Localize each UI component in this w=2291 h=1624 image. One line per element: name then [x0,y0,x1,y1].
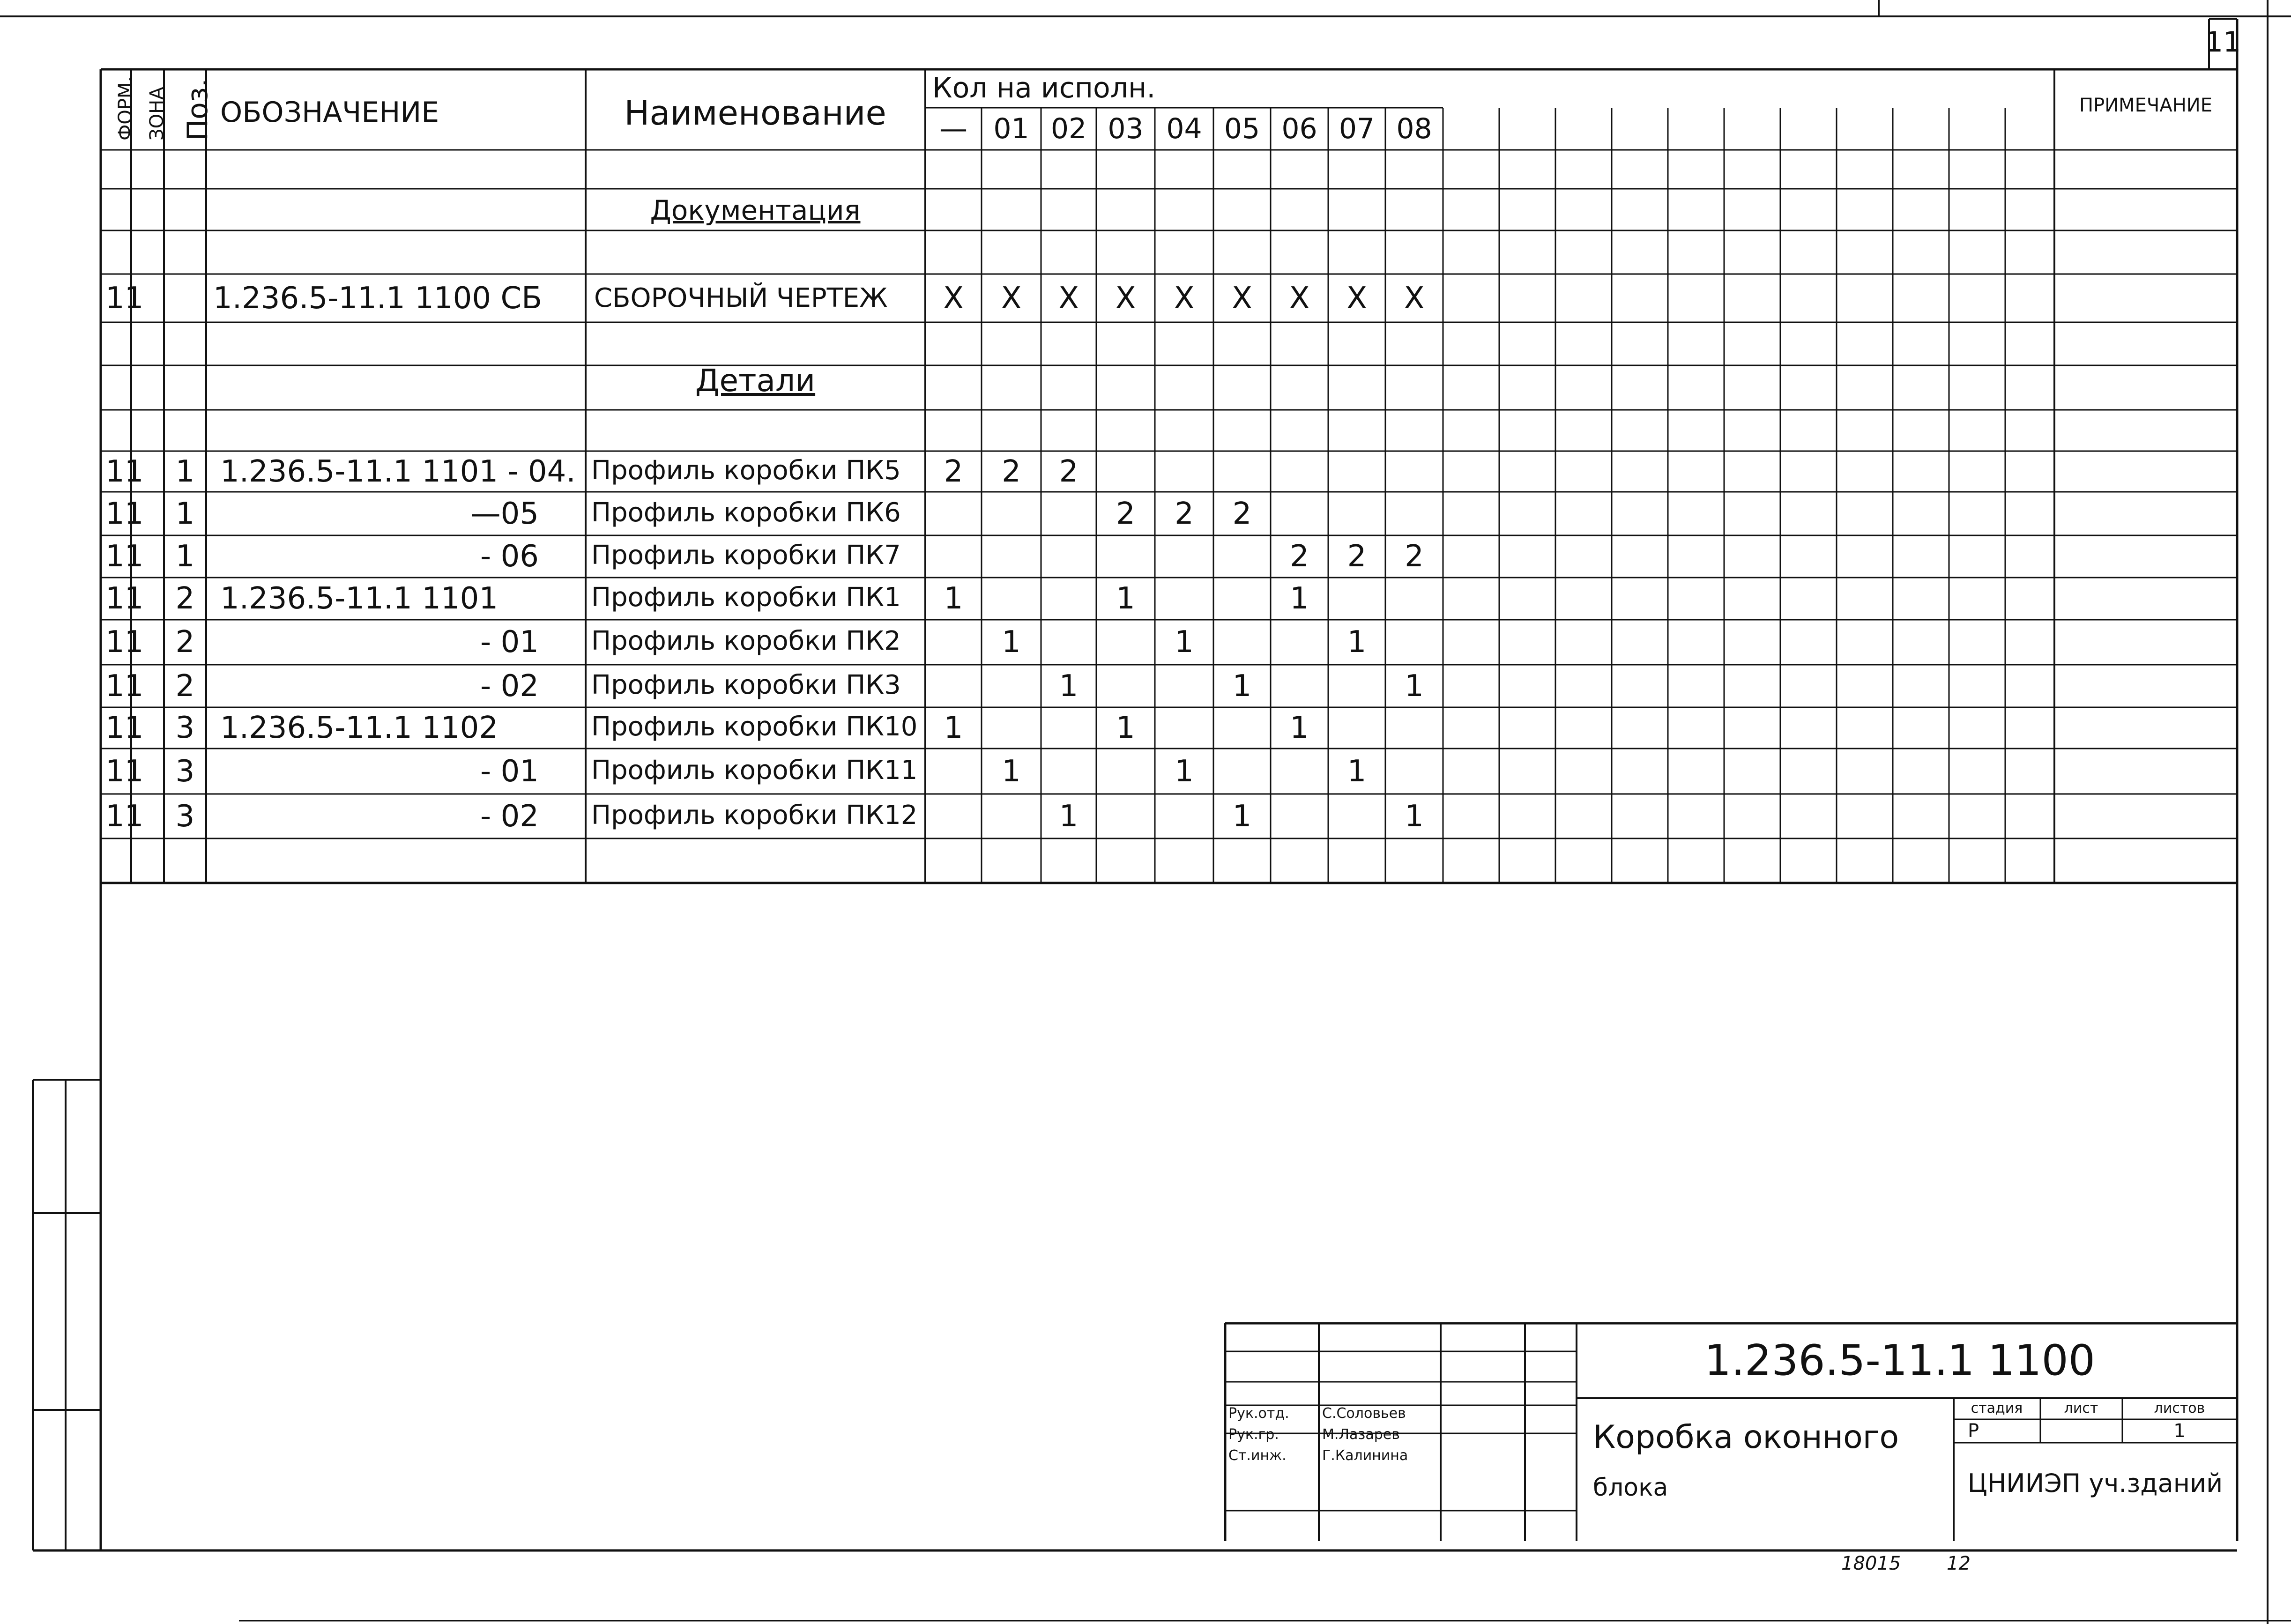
detail-row-designation: 1.236.5-11.1 1102 [220,711,498,745]
tb-stage-value: Р [1968,1420,1979,1442]
detail-row-designation: - 01 [480,754,539,789]
doc-row-name: СБОРОЧНЫЙ ЧЕРТЕЖ [594,283,888,313]
variant-header-1: 01 [993,112,1029,145]
tb-sheets-value: 1 [2173,1420,2186,1442]
section-details-title: Детали [695,363,816,399]
doc-row-mark-3: X [1115,281,1136,316]
section-documentation-title: Документация [650,194,861,226]
detail-row-pos: 2 [175,581,195,616]
detail-row-format: 11 [105,496,144,531]
doc-row-mark-5: X [1232,281,1252,316]
detail-row-designation: - 02 [480,799,539,834]
tb-title-line-2: блока [1593,1474,1668,1502]
doc-row-designation: 1.236.5-11.1 1100 СБ [213,281,543,316]
detail-row-name: Профиль коробки ПК6 [591,497,901,528]
col-name-label: Наименование [624,93,886,133]
detail-row-designation: —05 [470,496,539,531]
detail-row-name: Профиль коробки ПК1 [591,582,901,613]
detail-row-qty-7: 1 [1347,625,1367,660]
detail-row-name: Профиль коробки ПК11 [591,755,918,786]
detail-row-name: Профиль коробки ПК12 [591,800,918,831]
detail-row-designation: 1.236.5-11.1 1101 - 04. [220,454,576,489]
detail-row-qty-1: 2 [1002,454,1021,489]
detail-row-qty-4: 2 [1175,496,1194,531]
detail-row-pos: 2 [175,625,195,660]
detail-row-qty-6: 1 [1290,581,1309,616]
doc-row-mark-7: X [1346,281,1367,316]
detail-row-designation: 1.236.5-11.1 1101 [220,581,498,616]
detail-row-format: 11 [105,539,144,574]
tb-organization: ЦНИИЭП уч.зданий [1967,1468,2223,1498]
detail-row-qty-8: 1 [1405,668,1424,704]
detail-row-name: Профиль коробки ПК2 [591,626,901,656]
detail-row-pos: 1 [175,496,195,531]
detail-row-qty-4: 1 [1175,625,1194,660]
archive-number: 18015 [1841,1553,1901,1574]
detail-row-qty-1: 1 [1002,754,1021,789]
detail-row-format: 11 [105,625,144,660]
tb-name-1: М.Лазарев [1322,1426,1400,1443]
sheet-number: 11 [2205,26,2241,59]
col-qty-label: Кол на исполн. [932,72,1156,104]
detail-row-name: Профиль коробки ПК7 [591,540,901,571]
tb-name-0: С.Соловьев [1322,1405,1406,1422]
detail-row-qty-5: 2 [1232,496,1252,531]
detail-row-qty-1: 1 [1002,625,1021,660]
col-pos-label: Поз. [181,78,214,141]
tb-role-0: Рук.отд. [1228,1405,1289,1422]
col-designation-label: ОБОЗНАЧЕНИЕ [220,96,439,129]
detail-row-qty-2: 1 [1059,668,1079,704]
detail-row-designation: - 02 [480,668,539,704]
detail-row-qty-7: 2 [1347,539,1367,574]
tb-role-1: Рук.гр. [1228,1426,1279,1443]
variant-header-2: 02 [1050,112,1087,145]
doc-row-mark-0: X [943,281,964,316]
tb-document-code: 1.236.5-11.1 1100 [1704,1336,2096,1385]
tb-stage-label: стадия [1971,1400,2023,1416]
variant-header-0: — [939,112,967,145]
detail-row-pos: 2 [175,668,195,704]
footer-page-number: 12 [1947,1553,1971,1574]
detail-row-format: 11 [105,454,144,489]
doc-row-mark-1: X [1001,281,1022,316]
tb-role-2: Ст.инж. [1228,1447,1287,1464]
detail-row-qty-6: 2 [1290,539,1309,574]
detail-row-format: 11 [105,754,144,789]
detail-row-pos: 3 [175,711,195,745]
detail-row-format: 11 [105,799,144,834]
doc-row-mark-6: X [1289,281,1310,316]
detail-row-pos: 1 [175,539,195,574]
doc-row-format: 11 [105,281,144,316]
detail-row-pos: 3 [175,799,195,834]
detail-row-qty-0: 1 [944,711,963,745]
detail-row-qty-8: 1 [1405,799,1424,834]
detail-row-qty-3: 2 [1116,496,1135,531]
detail-row-format: 11 [105,668,144,704]
col-zone-label: ЗОНА [146,87,168,141]
detail-row-qty-2: 1 [1059,799,1079,834]
detail-row-qty-3: 1 [1116,581,1135,616]
detail-row-designation: - 06 [480,539,539,574]
variant-header-6: 06 [1281,112,1317,145]
tb-title-line-1: Коробка оконного [1593,1419,1899,1456]
detail-row-designation: - 01 [480,625,539,660]
detail-row-qty-5: 1 [1232,668,1252,704]
detail-row-qty-3: 1 [1116,711,1135,745]
detail-row-pos: 1 [175,454,195,489]
tb-sheet-label: лист [2064,1400,2098,1416]
detail-row-format: 11 [105,581,144,616]
col-format-label: ФОРМ. [115,76,136,141]
detail-row-qty-2: 2 [1059,454,1079,489]
detail-row-format: 11 [105,711,144,745]
detail-row-qty-4: 1 [1175,754,1194,789]
variant-header-8: 08 [1396,112,1432,145]
doc-row-mark-8: X [1404,281,1425,316]
doc-row-mark-4: X [1174,281,1195,316]
detail-row-qty-8: 2 [1405,539,1424,574]
detail-row-name: Профиль коробки ПК10 [591,712,918,742]
tb-sheets-label: листов [2154,1400,2205,1416]
variant-header-3: 03 [1108,112,1144,145]
variant-header-4: 04 [1166,112,1202,145]
tb-name-2: Г.Калинина [1322,1447,1408,1464]
detail-row-qty-7: 1 [1347,754,1367,789]
doc-row-mark-2: X [1058,281,1079,316]
variant-header-5: 05 [1224,112,1260,145]
variant-header-7: 07 [1339,112,1375,145]
detail-row-qty-5: 1 [1232,799,1252,834]
detail-row-pos: 3 [175,754,195,789]
detail-row-qty-0: 2 [944,454,963,489]
detail-row-qty-6: 1 [1290,711,1309,745]
detail-row-name: Профиль коробки ПК5 [591,455,901,486]
col-note-label: ПРИМЕЧАНИЕ [2079,95,2212,116]
detail-row-qty-0: 1 [944,581,963,616]
detail-row-name: Профиль коробки ПК3 [591,669,901,700]
